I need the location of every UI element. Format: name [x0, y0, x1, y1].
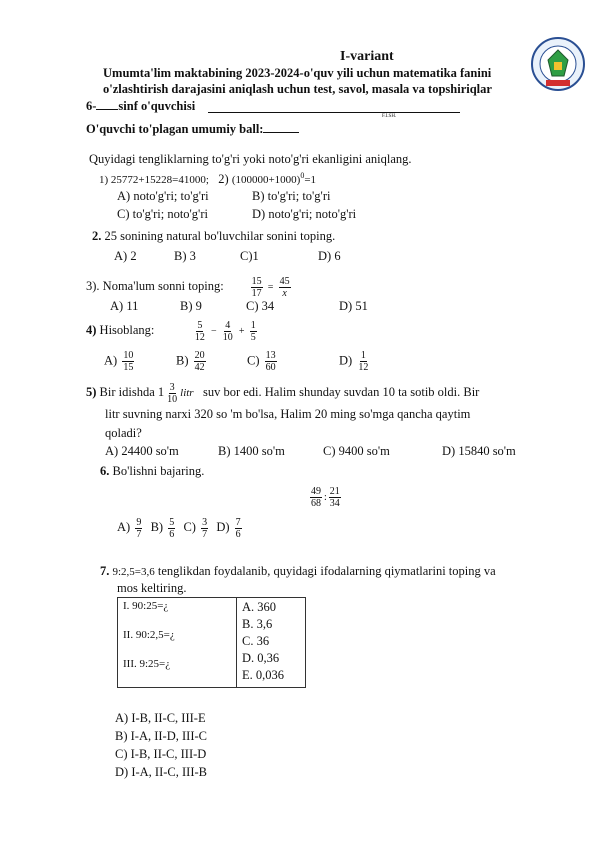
q6-opt-d[interactable]: D) $\frac{7}{6}$ — [216, 516, 241, 540]
q3-label: 3). Noma'lum sonni toping: — [86, 279, 224, 293]
q4-label: Hisoblang: — [99, 323, 155, 337]
q5-unit: litr — [180, 387, 194, 399]
header-line-2: o'zlashtirish darajasini aniqlash uchun test, savol, masala va topshiriqlar — [103, 82, 492, 96]
q7-right-column — [237, 598, 306, 688]
q6-question — [100, 464, 204, 479]
q2-text: 25 sonining natural bo'luvchilar sonini toping. — [104, 229, 336, 243]
q4-question — [86, 316, 259, 346]
q5-line-3: qoladi? — [105, 426, 142, 440]
q7-text: tenglikdan foydalanib, quyidagi ifodalarning qiymatlarini toping va — [154, 564, 496, 578]
class-label — [86, 99, 195, 114]
q7-left-item: II. 90:2,5=¿ — [123, 629, 175, 641]
q4-plus: + — [238, 326, 245, 337]
q7-line-2: mos keltiring. — [117, 581, 187, 595]
q3-question — [86, 272, 293, 302]
q6-fraction-b: $\frac{21}{34}$ — [329, 485, 340, 509]
q7-left-item: III. 9:25=¿ — [123, 658, 171, 670]
q7-line-1 — [100, 564, 496, 579]
q5-mixed-fraction: $\frac{3}{10}$ — [167, 381, 178, 405]
q2-opt-b[interactable]: B) 3 — [174, 249, 196, 263]
q6-colon: : — [324, 492, 327, 503]
score-label-text: O'quvchi to'plagan umumiy ball: — [86, 122, 264, 136]
q2-opt-c[interactable]: C)1 — [240, 249, 259, 263]
score-label — [86, 122, 299, 137]
q4-opt-a[interactable]: A) $\frac{10}{15}$ — [104, 350, 134, 373]
q5-number: 5) — [86, 385, 97, 399]
q7-left-column — [118, 598, 237, 688]
q3-equals: = — [267, 282, 274, 293]
q5-post: suv bor edi. Halim shunday suvdan 10 ta sotib oldi. Bir — [202, 385, 480, 399]
q7-opt-a[interactable]: A) I-B, II-C, III-E — [115, 711, 206, 725]
q2-question — [92, 229, 335, 244]
q3-opt-c[interactable]: C) 34 — [246, 299, 275, 313]
q7-expression: 9:2,5=3,6 — [112, 566, 155, 578]
q1-item1: 1) 25772+15228=41000; — [99, 174, 209, 187]
q7-number: 7. — [100, 564, 110, 578]
q3-opt-b[interactable]: B) 9 — [180, 299, 202, 313]
q7-right-item: E. 0,036 — [242, 668, 285, 682]
q7-opt-c[interactable]: C) I-B, II-C, III-D — [115, 747, 207, 761]
q3-fraction-2: $\frac{45}{x}$ — [279, 275, 290, 299]
q1-item2-prefix: 2) — [218, 172, 229, 187]
q7-right-item: B. 3,6 — [242, 617, 273, 631]
variant-title: I-variant — [340, 49, 394, 64]
q6-options — [117, 513, 244, 541]
q5-line-2: litr suvning narxi 320 so 'm bo'lsa, Halim 20 ming so'mga qancha qaytim — [105, 407, 471, 421]
q3-fraction-1: $\frac{15}{17}$ — [251, 275, 262, 299]
q4-fraction-a: $\frac{5}{12}$ — [194, 319, 205, 343]
q4-minus: − — [211, 326, 217, 337]
q1-item2-suffix: =1 — [304, 174, 317, 187]
q7-matching-table — [117, 597, 306, 688]
q6-expression — [308, 482, 343, 512]
fish-caption: F.I.SH. — [382, 114, 397, 119]
q6-fraction-a: $\frac{49}{68}$ — [311, 485, 321, 509]
q1-item2-exp: 0 — [300, 171, 305, 180]
q4-opt-d[interactable]: D) $\frac{1}{12}$ — [339, 350, 369, 373]
class-prefix: 6- — [86, 99, 97, 113]
q5-opt-a[interactable]: A) 24400 so'm — [105, 444, 179, 458]
q1-opt-d[interactable]: D) noto'g'ri; noto'g'ri — [252, 207, 357, 221]
q3-opt-a[interactable]: A) 11 — [110, 299, 139, 313]
q1-intro: Quyidagi tengliklarning to'g'ri yoki noto'g'ri ekanligini aniqlang. — [89, 152, 412, 166]
name-underline[interactable] — [208, 112, 460, 113]
q1-opt-a[interactable]: A) noto'g'ri; to'g'ri — [117, 189, 209, 203]
q6-opt-c[interactable]: C) $\frac{3}{7}$ — [183, 516, 208, 540]
q2-opt-a[interactable]: A) 2 — [114, 249, 137, 263]
q4-number: 4) — [86, 323, 97, 337]
q7-opt-d[interactable]: D) I-A, II-C, III-B — [115, 765, 207, 779]
q7-opt-b[interactable]: B) I-A, II-D, III-C — [115, 729, 207, 743]
q5-opt-c[interactable]: C) 9400 so'm — [323, 444, 390, 458]
q7-right-item: A. 360 — [242, 600, 277, 614]
q7-right-item: C. 36 — [242, 634, 270, 648]
header-line-1: Umumta'lim maktabining 2023-2024-o'quv yili uchun matematika fanini — [103, 66, 492, 80]
q5-line-1 — [86, 380, 479, 405]
q6-number: 6. — [100, 464, 110, 478]
q7-left-item: I. 90:25=¿ — [123, 600, 169, 612]
school-logo — [530, 36, 586, 92]
q1-item2-expr: (100000+1000) — [231, 174, 301, 187]
q1-items — [99, 171, 316, 187]
q4-opt-c[interactable]: C) $\frac{13}{60}$ — [247, 350, 276, 373]
q4-fraction-b: $\frac{4}{10}$ — [222, 319, 233, 343]
q2-opt-d[interactable]: D) 6 — [318, 249, 341, 263]
q5-opt-b[interactable]: B) 1400 so'm — [218, 444, 285, 458]
q5-pre: Bir idishda 1 — [99, 385, 165, 399]
q5-opt-d[interactable]: D) 15840 so'm — [442, 444, 516, 458]
q6-opt-a[interactable]: A) $\frac{9}{7}$ — [117, 516, 142, 540]
q3-opt-d[interactable]: D) 51 — [339, 299, 368, 313]
q1-opt-c[interactable]: C) to'g'ri; noto'g'ri — [117, 207, 208, 221]
q4-fraction-c: $\frac{1}{5}$ — [250, 319, 256, 343]
class-suffix: sinf o'quvchisi — [118, 99, 196, 113]
score-underline[interactable] — [263, 132, 299, 133]
q7-right-item: D. 0,36 — [242, 651, 280, 665]
q6-opt-b[interactable]: B) $\frac{5}{6}$ — [150, 516, 175, 540]
q6-text: Bo'lishni bajaring. — [112, 464, 205, 478]
q4-opt-b[interactable]: B) $\frac{20}{42}$ — [176, 350, 205, 373]
q2-number: 2. — [92, 229, 102, 243]
q1-opt-b[interactable]: B) to'g'ri; to'g'ri — [252, 189, 331, 203]
